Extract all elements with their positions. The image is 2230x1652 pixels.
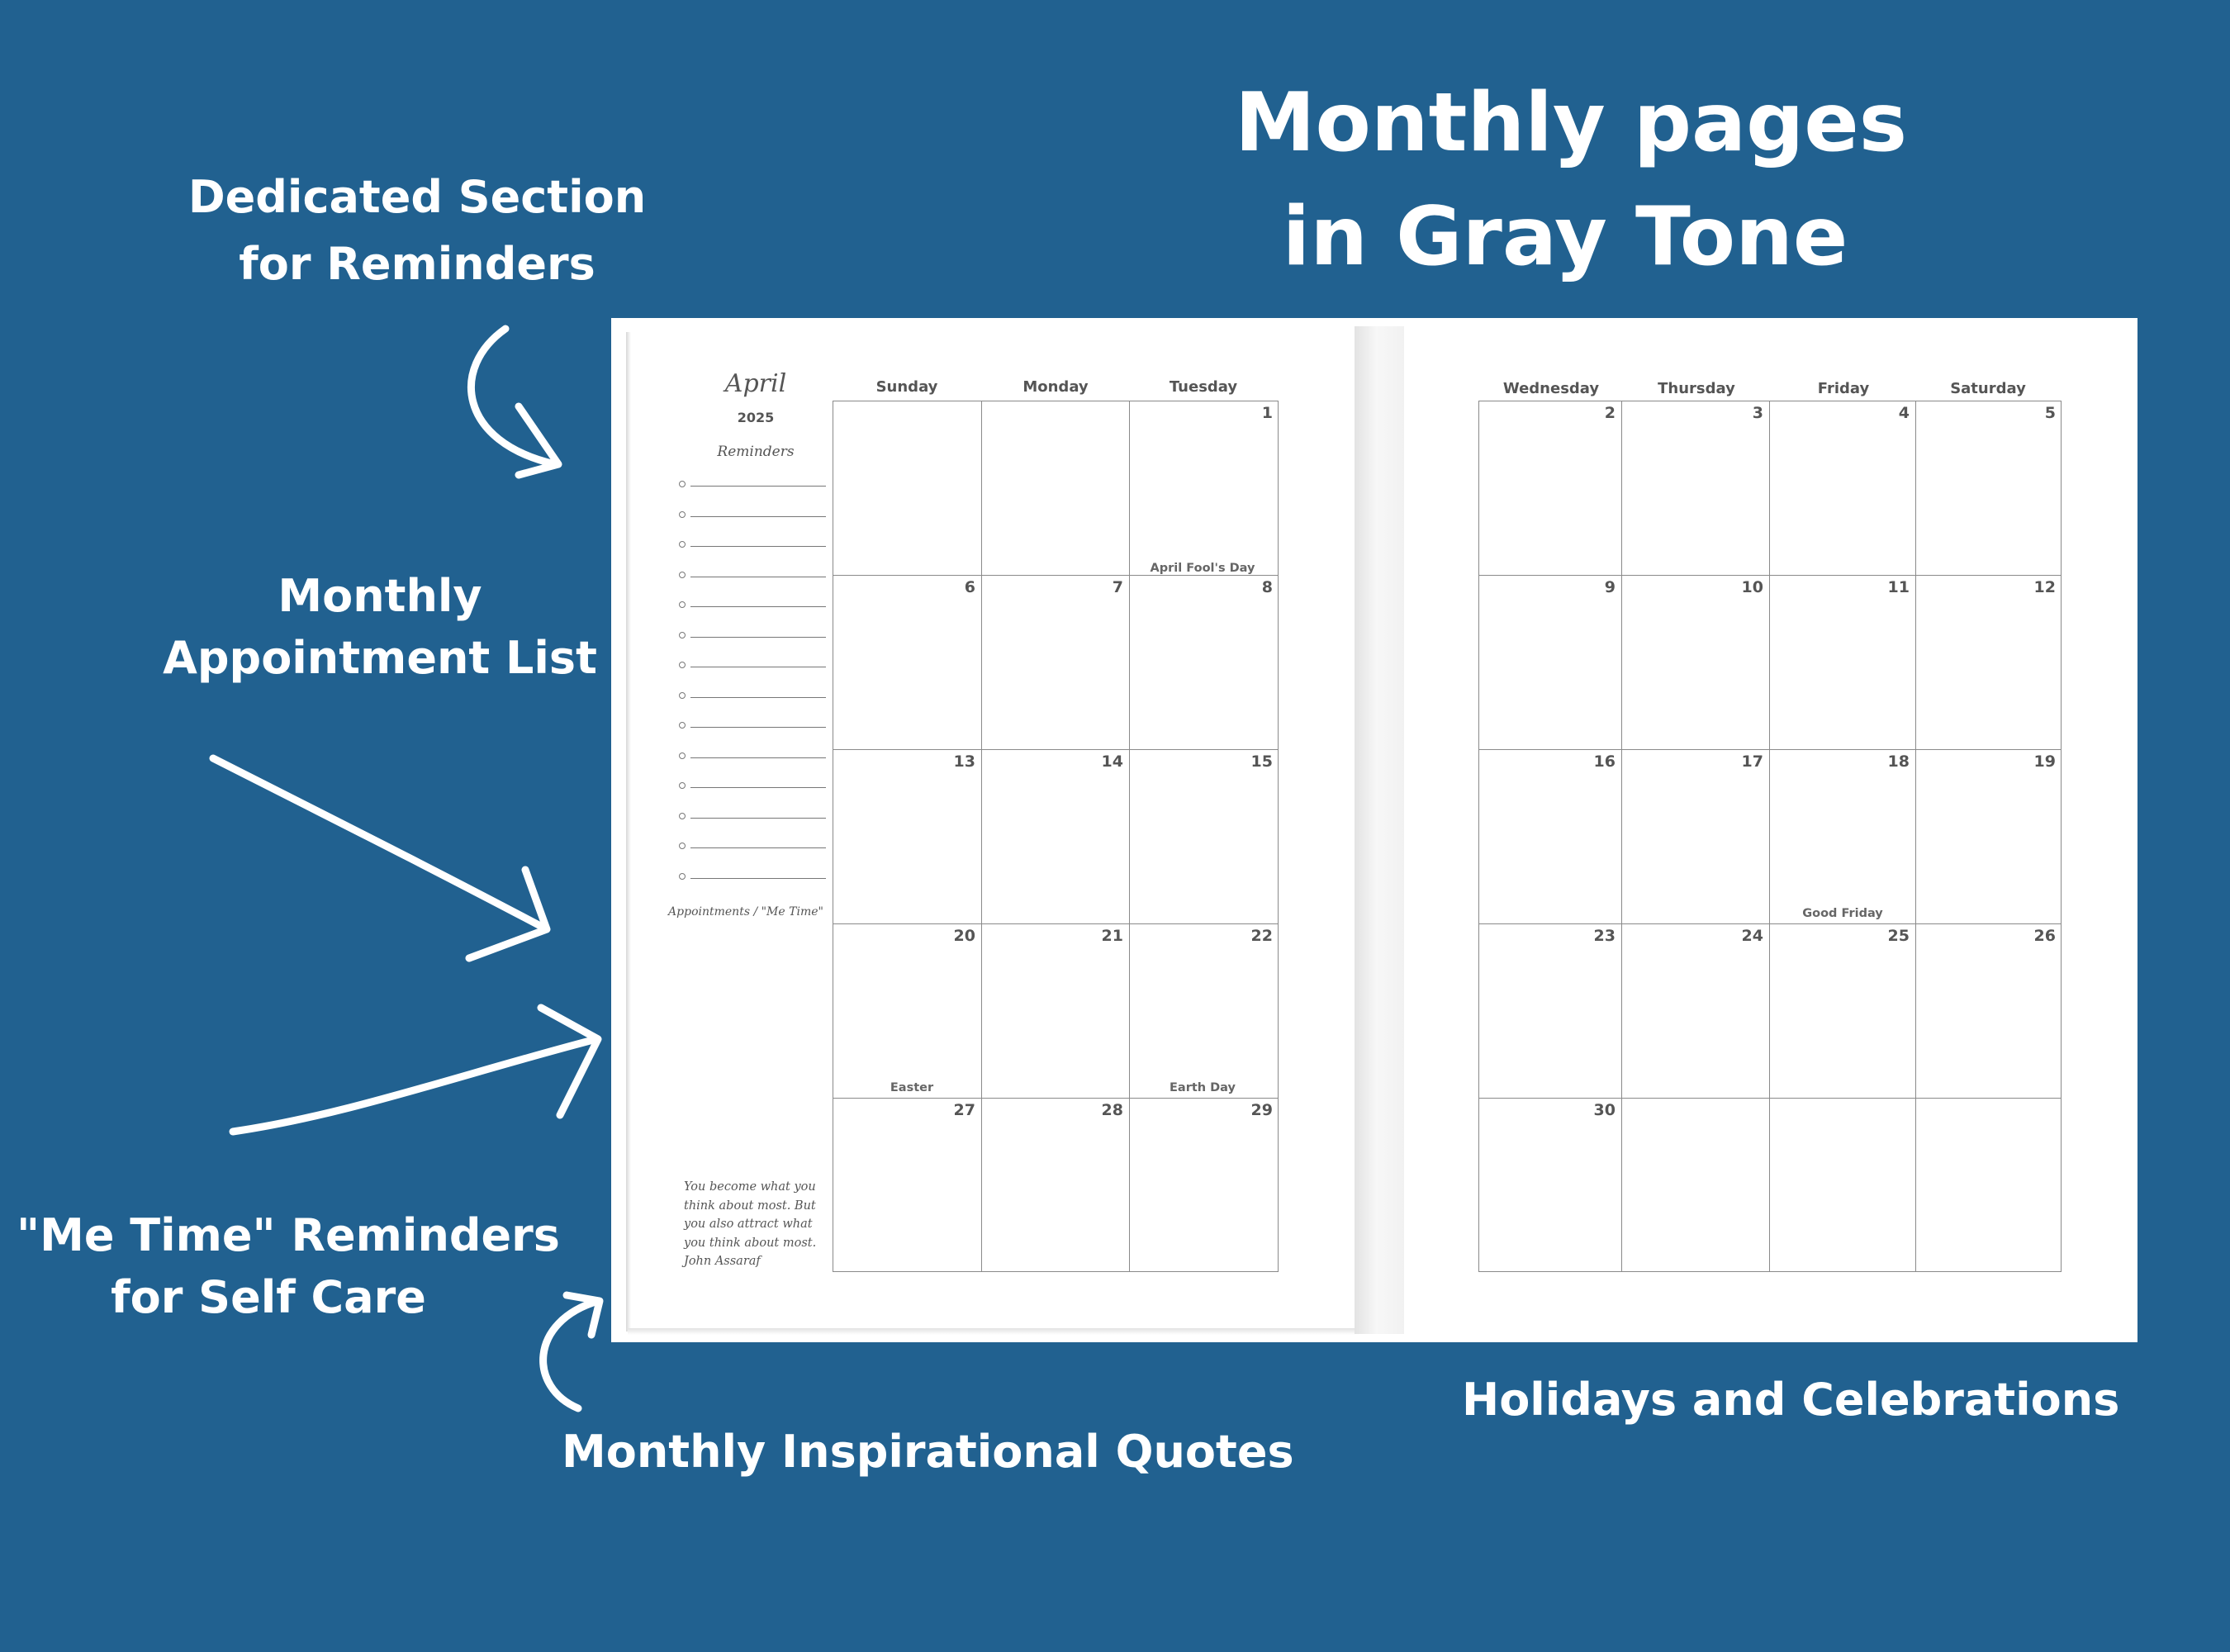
inspirational-quote — [684, 1178, 833, 1271]
reminder-bullet-icon — [679, 782, 686, 789]
headline-line-1: Monthly pages — [1235, 76, 1908, 170]
reminder-line — [679, 843, 826, 852]
day-number: 12 — [2033, 578, 2056, 596]
reminder-line — [679, 752, 826, 762]
page-edge-shadow — [626, 332, 631, 1332]
dayname-monday: Monday — [1022, 378, 1089, 396]
day-cell — [982, 750, 1130, 924]
day-cell — [1770, 924, 1916, 1099]
calendar-grid-left — [833, 401, 1279, 1272]
quote-line: think about most. But — [684, 1199, 816, 1213]
day-number: 19 — [2033, 752, 2056, 771]
curved-arrow-reminders-head-icon — [519, 406, 558, 475]
curved-arrow-quotes-icon — [543, 1301, 598, 1408]
day-number: 5 — [2044, 404, 2056, 422]
day-number: 30 — [1593, 1101, 1616, 1119]
day-number: 26 — [2033, 927, 2056, 945]
dayname-saturday: Saturday — [1950, 380, 2026, 397]
day-cell — [1916, 401, 2062, 576]
day-number: 7 — [1112, 578, 1123, 596]
reminder-rule — [690, 697, 826, 698]
day-cell — [982, 1099, 1130, 1273]
reminder-bullet-icon — [679, 572, 686, 578]
quote-line: You become what you — [684, 1180, 816, 1194]
day-cell — [1770, 750, 1916, 924]
holiday-good-friday: Good Friday — [1802, 907, 1883, 920]
headline-line-2: in Gray Tone — [1282, 190, 1848, 284]
reminder-rule — [690, 787, 826, 788]
reminder-bullet-icon — [679, 632, 686, 638]
reminder-rule — [690, 486, 826, 487]
day-cell — [1916, 750, 2062, 924]
quotes-callout: Monthly Inspirational Quotes — [562, 1426, 1294, 1478]
year-label: 2025 — [737, 410, 775, 425]
reminder-line — [679, 541, 826, 551]
reminder-rule — [690, 637, 826, 638]
reminder-rule — [690, 546, 826, 547]
day-cell — [833, 576, 982, 750]
holiday-april-fools: April Fool's Day — [1150, 562, 1255, 575]
day-number: 6 — [964, 578, 975, 596]
reminder-rule — [690, 606, 826, 607]
day-cell — [1130, 401, 1279, 576]
reminder-line — [679, 511, 826, 521]
day-cell — [1770, 1099, 1916, 1273]
reminder-bullet-icon — [679, 511, 686, 518]
day-number: 10 — [1741, 578, 1763, 596]
day-number: 3 — [1752, 404, 1763, 422]
day-cell — [982, 924, 1130, 1099]
day-cell — [1770, 576, 1916, 750]
day-cell — [1479, 1099, 1622, 1273]
reminders-callout-line-1: Dedicated Section — [187, 171, 647, 223]
arrow-metime-head-icon — [541, 1008, 598, 1115]
reminder-line — [679, 782, 826, 792]
day-cell — [833, 401, 982, 576]
reminders-callout-line-2: for Reminders — [239, 238, 595, 290]
holiday-easter: Easter — [890, 1081, 934, 1094]
day-number: 14 — [1101, 752, 1123, 771]
reminder-bullet-icon — [679, 873, 686, 880]
quote-line: you also attract what — [684, 1218, 813, 1231]
holidays-callout: Holidays and Celebrations — [1462, 1374, 2120, 1426]
dayname-tuesday: Tuesday — [1169, 378, 1238, 396]
reminder-bullet-icon — [679, 813, 686, 819]
day-cell — [1622, 750, 1770, 924]
reminder-rule — [690, 727, 826, 728]
day-cell — [1479, 401, 1622, 576]
day-number: 29 — [1250, 1101, 1273, 1119]
day-number: 27 — [953, 1101, 975, 1119]
day-number: 23 — [1593, 927, 1616, 945]
appointments-title: Appointments / "Me Time" — [668, 905, 823, 919]
reminder-line — [679, 813, 826, 823]
reminder-rule — [690, 757, 826, 758]
day-number: 13 — [953, 752, 975, 771]
month-name: April — [724, 369, 787, 398]
dayname-thursday: Thursday — [1658, 380, 1735, 397]
reminder-bullet-icon — [679, 843, 686, 849]
day-cell — [833, 924, 982, 1099]
reminders-title: Reminders — [717, 444, 795, 460]
day-cell — [1770, 401, 1916, 576]
holiday-earth-day: Earth Day — [1170, 1081, 1236, 1094]
calendar-grid-right — [1478, 401, 2062, 1272]
reminder-line — [679, 572, 826, 582]
day-number: 16 — [1593, 752, 1616, 771]
day-number: 9 — [1604, 578, 1616, 596]
day-cell — [1130, 750, 1279, 924]
day-cell — [1479, 576, 1622, 750]
day-cell — [833, 1099, 982, 1273]
dayname-wednesday: Wednesday — [1502, 380, 1600, 397]
reminder-rule — [690, 847, 826, 848]
day-cell — [1622, 1099, 1770, 1273]
day-number: 17 — [1741, 752, 1763, 771]
reminder-bullet-icon — [679, 662, 686, 668]
reminder-rule — [690, 516, 826, 517]
day-cell — [833, 750, 982, 924]
arrow-metime-icon — [233, 1039, 596, 1132]
page-bottom-shadow — [628, 1328, 1355, 1335]
day-cell — [1130, 924, 1279, 1099]
day-cell — [1130, 576, 1279, 750]
day-number: 25 — [1887, 927, 1910, 945]
reminder-line — [679, 873, 826, 883]
day-number: 18 — [1887, 752, 1910, 771]
day-cell — [982, 576, 1130, 750]
reminder-rule — [690, 818, 826, 819]
reminder-line — [679, 481, 826, 491]
metime-callout-line-1: "Me Time" Reminders — [17, 1209, 560, 1261]
reminder-line — [679, 722, 826, 732]
day-number: 24 — [1741, 927, 1763, 945]
metime-callout-line-2: for Self Care — [111, 1271, 426, 1323]
day-cell — [1622, 401, 1770, 576]
day-cell — [1622, 924, 1770, 1099]
day-cell — [1622, 576, 1770, 750]
dayname-sunday: Sunday — [875, 378, 938, 396]
day-cell — [1479, 750, 1622, 924]
arrow-appointments-head-icon — [469, 870, 547, 958]
day-cell — [982, 401, 1130, 576]
dayname-friday: Friday — [1817, 380, 1870, 397]
quote-line: you think about most. — [684, 1236, 817, 1250]
reminder-bullet-icon — [679, 601, 686, 608]
day-cell — [1130, 1099, 1279, 1273]
day-cell — [1916, 576, 2062, 750]
day-number: 22 — [1250, 927, 1273, 945]
day-cell — [1916, 924, 2062, 1099]
day-number: 11 — [1887, 578, 1910, 596]
reminder-line — [679, 601, 826, 611]
planner-gutter — [1355, 326, 1404, 1334]
reminder-line — [679, 632, 826, 642]
reminder-bullet-icon — [679, 722, 686, 729]
appointments-callout-line-1: Monthly — [278, 570, 482, 622]
reminder-bullet-icon — [679, 692, 686, 699]
day-number: 2 — [1604, 404, 1616, 422]
day-number: 20 — [953, 927, 975, 945]
day-number: 1 — [1261, 404, 1273, 422]
reminder-rule — [690, 878, 826, 879]
day-cell — [1916, 1099, 2062, 1273]
day-number: 28 — [1101, 1101, 1123, 1119]
reminder-bullet-icon — [679, 752, 686, 759]
day-number: 21 — [1101, 927, 1123, 945]
reminder-line — [679, 692, 826, 702]
reminder-bullet-icon — [679, 481, 686, 487]
day-number: 15 — [1250, 752, 1273, 771]
day-cell — [1479, 924, 1622, 1099]
day-number: 4 — [1898, 404, 1910, 422]
arrow-appointments-icon — [213, 758, 545, 928]
day-number: 8 — [1261, 578, 1273, 596]
reminder-bullet-icon — [679, 541, 686, 548]
reminder-line — [679, 662, 826, 672]
appointments-callout-line-2: Appointment List — [163, 632, 597, 684]
quote-author: John Assaraf — [684, 1255, 761, 1268]
